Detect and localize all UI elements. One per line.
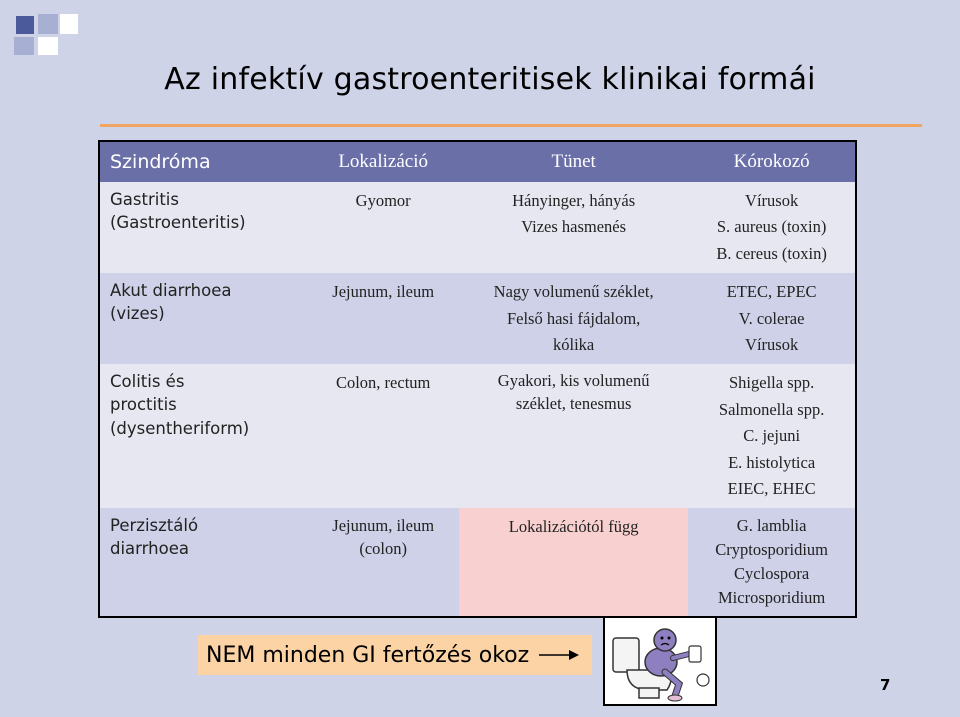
symptoms-cell: [459, 508, 688, 617]
pathogen-line: EIEC, EHEC: [727, 478, 816, 498]
syndrome-line: Perzisztáló: [110, 516, 199, 536]
symptom-line: Hányinger, hányás: [512, 191, 636, 210]
title-divider: [100, 124, 922, 127]
symptoms-cell: [459, 364, 688, 508]
symptom-line: kólika: [553, 334, 595, 354]
pathogen-line: C. jejuni: [743, 426, 801, 446]
pathogen-line: E. histolytica: [728, 452, 816, 472]
localization-cell: [307, 364, 459, 508]
localization-line: (colon): [359, 539, 407, 559]
localization-cell: [307, 182, 459, 273]
header-localization: Lokalizáció: [307, 141, 459, 182]
note-box: [198, 635, 592, 675]
syndrome-cell: [99, 508, 307, 617]
pathogen-line: Salmonella spp.: [718, 399, 825, 419]
arrow-right-icon: [539, 643, 579, 668]
localization-line: Jejunum, ileum: [332, 516, 435, 536]
pathogen-table: [98, 140, 857, 618]
localization-line: Gyomor: [355, 191, 411, 210]
pathogen-cell: [688, 182, 856, 273]
symptom-line: Gyakori, kis volumenű: [497, 371, 650, 391]
syndrome-cell: [99, 182, 307, 273]
syndrome-line: proctitis: [110, 395, 177, 415]
pathogen-line: B. cereus (toxin): [716, 243, 827, 263]
pathogen-line: G. lamblia: [736, 516, 807, 536]
pathogen-line: Vírusok: [745, 191, 799, 210]
syndrome-line: Gastritis: [110, 190, 179, 209]
symptom-line: Nagy volumenű széklet,: [493, 282, 654, 302]
pathogen-cell: [688, 273, 856, 364]
syndrome-cell: [99, 364, 307, 508]
pathogen-cell: [688, 364, 856, 508]
table-row: [99, 182, 856, 273]
pathogen-line: S. aureus (toxin): [716, 217, 827, 237]
localization-line: Colon, rectum: [335, 373, 431, 393]
pathogen-line: Microsporidium: [718, 588, 826, 608]
note-text: NEM minden GI fertőzés okoz: [206, 642, 530, 668]
pathogen-line: ETEC, EPEC: [726, 282, 817, 302]
symptom-line: Vizes hasmenés: [521, 217, 627, 237]
localization-cell: [307, 508, 459, 617]
syndrome-line: (vizes): [110, 304, 165, 324]
pathogen-line: Vírusok: [745, 334, 799, 354]
page-number: 7: [880, 676, 891, 694]
symptoms-cell: [459, 182, 688, 273]
syndrome-line: Colitis és: [110, 372, 185, 392]
table-row: [99, 508, 856, 617]
localization-line: Jejunum, ileum: [332, 282, 435, 302]
pathogen-line: Cryptosporidium: [715, 540, 829, 560]
syndrome-line: (dysentheriform): [110, 418, 250, 438]
symptom-line: Lokalizációtól függ: [508, 517, 639, 537]
syndrome-line: diarrhoea: [110, 539, 189, 559]
symptoms-cell: [459, 273, 688, 364]
syndrome-line: (Gastroenteritis): [110, 213, 246, 233]
person-on-toilet-icon: [603, 616, 717, 706]
corner-decoration: [0, 0, 80, 60]
header-symptoms: Tünet: [459, 141, 688, 182]
page-title: Az infektív gastroenteritisek klinikai formái: [164, 62, 816, 97]
symptom-line: széklet, tenesmus: [515, 393, 632, 413]
localization-cell: [307, 273, 459, 364]
pathogen-cell: [688, 508, 856, 617]
symptom-line: Felső hasi fájdalom,: [506, 308, 641, 328]
header-pathogen: Kórokozó: [688, 141, 856, 182]
pathogen-line: Cyclospora: [734, 564, 810, 584]
header-syndrome: Szindróma: [99, 141, 307, 182]
pathogen-line: V. colerae: [738, 308, 805, 328]
table-header-row: [99, 141, 856, 182]
pathogen-line: Shigella spp.: [729, 373, 815, 393]
table-row: [99, 273, 856, 364]
table-row: [99, 364, 856, 508]
syndrome-cell: [99, 273, 307, 364]
syndrome-line: Akut diarrhoea: [110, 281, 232, 301]
